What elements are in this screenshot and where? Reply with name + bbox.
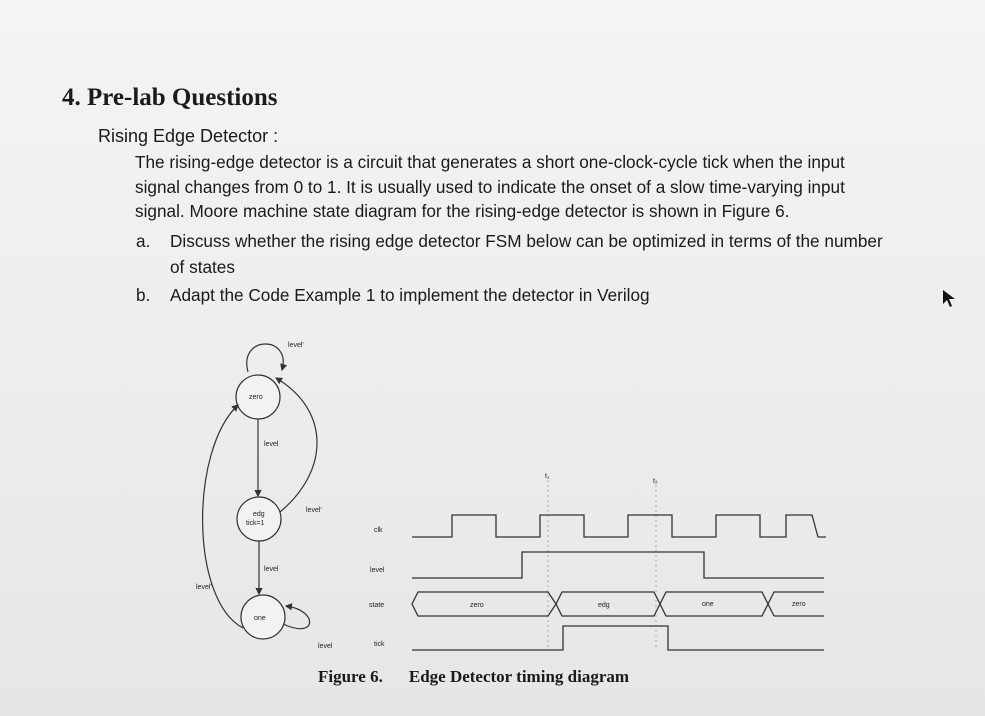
figure-caption [318, 667, 629, 687]
question-marker: b. [136, 285, 151, 305]
signal-state-label: state [369, 602, 385, 609]
paragraph-line: signal changes from 0 to 1. It is usually used to indicate the onset of a slow time-varying input [135, 176, 845, 197]
state-bus [412, 592, 556, 616]
paragraph-line: signal. Moore machine state diagram for the rising-edge detector is shown in Figure 6. [135, 201, 790, 221]
state-edg-segment: edg [598, 602, 610, 609]
state-diagram [203, 344, 317, 639]
state-edg-output: tick=1 [246, 520, 265, 527]
zero-self-loop [247, 344, 283, 372]
label-zero-to-edg: level [264, 441, 279, 448]
caption-title: Edge Detector timing diagram [408, 667, 630, 686]
caption-label: Figure 6. [318, 667, 383, 686]
signal-tick-label: tick [374, 641, 385, 648]
state-edg-node [237, 497, 281, 541]
edg-to-zero-arrow [276, 378, 317, 512]
marker-t1: t₁ [545, 473, 550, 480]
paragraph-line: The rising-edge detector is a circuit that generates a short one-clock-cycle tick when the input [135, 152, 845, 172]
state-zero-segment: zero [470, 602, 484, 609]
level-waveform [412, 552, 824, 578]
subsection-heading: Rising Edge Detector : [98, 126, 279, 146]
state-zero-end-segment: zero [792, 601, 806, 608]
marker-t2: t₂ [653, 478, 658, 485]
signal-level-label: level [370, 567, 385, 574]
state-bus-one [660, 592, 768, 616]
label-one-self: level [318, 643, 333, 650]
signal-clk-label: clk [374, 527, 383, 534]
label-edg-to-zero: level' [306, 507, 322, 514]
timing-diagram [412, 480, 826, 650]
tick-waveform [412, 626, 824, 650]
mouse-pointer-icon [941, 288, 959, 310]
one-self-loop [283, 606, 310, 629]
question-text: Adapt the Code Example 1 to implement the detector in Verilog [170, 285, 650, 305]
question-text: Discuss whether the rising edge detector FSM below can be optimized in terms of the number [170, 231, 883, 251]
question-marker: a. [136, 231, 151, 251]
state-zero-label: zero [249, 394, 263, 401]
clk-waveform [412, 515, 826, 537]
state-one-label: one [254, 615, 266, 622]
state-one-segment: one [702, 601, 714, 608]
label-edg-to-one: level [264, 566, 279, 573]
section-heading: 4. Pre-lab Questions [62, 84, 278, 111]
state-edg-label: edg [253, 511, 265, 518]
label-zero-self: level' [288, 342, 304, 349]
label-one-to-zero: level' [196, 584, 212, 591]
question-text-continued: of states [170, 257, 235, 277]
